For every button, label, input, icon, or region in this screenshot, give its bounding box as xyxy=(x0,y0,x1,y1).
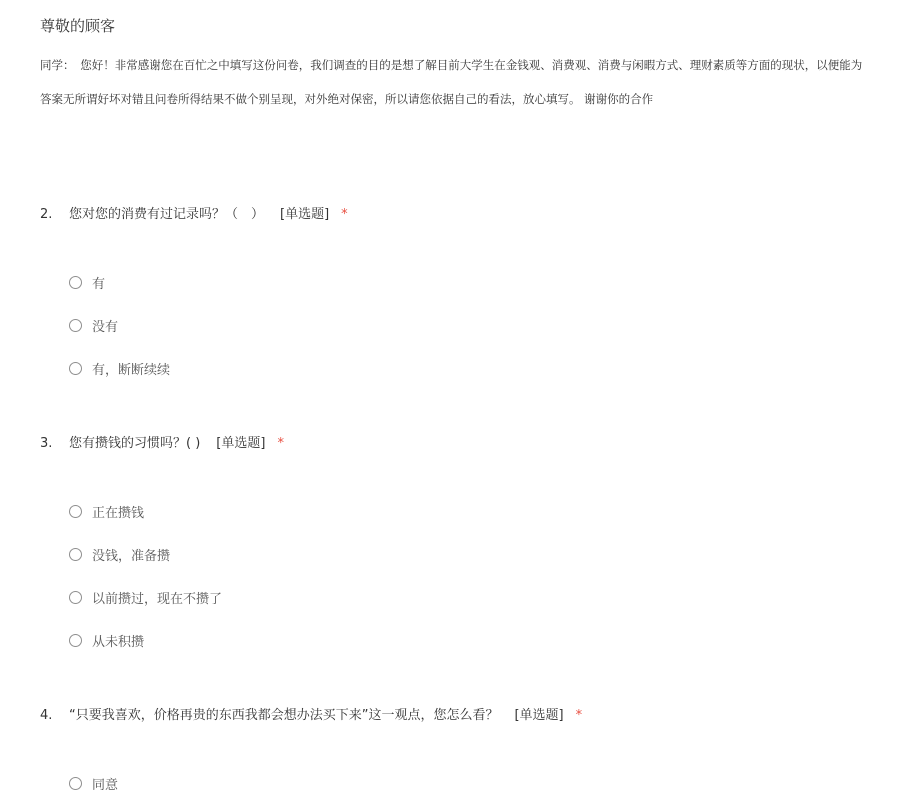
question-2-title xyxy=(40,203,348,222)
question-type-label: [单选题] xyxy=(216,436,266,451)
question-text: 您对您的消费有过记录吗？（ ） xyxy=(69,207,265,222)
greeting-title: 尊敬的顾客 xyxy=(40,17,116,35)
option-label: 没钱，准备攒 xyxy=(92,549,171,564)
option-label: 同意 xyxy=(92,778,119,793)
q3-option-4[interactable] xyxy=(69,631,144,650)
required-asterisk: * xyxy=(341,207,348,222)
q3-option-2[interactable] xyxy=(69,545,170,564)
radio-button[interactable] xyxy=(69,505,82,518)
question-4-title xyxy=(40,704,582,723)
q4-option-1[interactable] xyxy=(69,774,118,793)
radio-button[interactable] xyxy=(69,319,82,332)
option-label: 有，断断续续 xyxy=(92,363,171,378)
question-number: 2. xyxy=(40,207,53,222)
question-text: 您有攒钱的习惯吗？( ) xyxy=(69,436,201,451)
radio-button[interactable] xyxy=(69,634,82,647)
required-asterisk: * xyxy=(575,708,583,723)
option-label: 正在攒钱 xyxy=(92,506,145,521)
question-3-title xyxy=(40,432,284,451)
radio-button[interactable] xyxy=(69,362,82,375)
option-label: 从未积攒 xyxy=(92,635,145,650)
intro-text-line-1: 同学： 您好！非常感谢您在百忙之中填写这份问卷，我们调查的目的是想了解目前大学生在金钱观、消费观、消费与闲暇方式、理财素质等方面的现状，以便能为 xyxy=(40,58,863,72)
question-number: 3. xyxy=(40,436,53,451)
radio-button[interactable] xyxy=(69,777,82,790)
q2-option-3[interactable] xyxy=(69,359,170,378)
radio-button[interactable] xyxy=(69,276,82,289)
option-label: 没有 xyxy=(92,320,119,335)
q2-option-1[interactable] xyxy=(69,273,105,292)
question-type-label: [单选题] xyxy=(514,708,564,723)
q3-option-3[interactable] xyxy=(69,588,222,607)
required-asterisk: * xyxy=(277,436,284,451)
question-type-label: [单选题] xyxy=(280,207,330,222)
option-label: 以前攒过，现在不攒了 xyxy=(92,592,223,607)
intro-text-line-2: 答案无所谓好坏对错且问卷所得结果不做个别呈现，对外绝对保密，所以请您依据自己的看法，放心填写。 谢谢你的合作 xyxy=(40,92,654,106)
option-label: 有 xyxy=(92,277,106,292)
question-text: “只要我喜欢，价格再贵的东西我都会想办法买下来”这一观点，您怎么看？ xyxy=(69,708,499,723)
question-number: 4. xyxy=(40,708,53,723)
q3-option-1[interactable] xyxy=(69,502,144,521)
radio-button[interactable] xyxy=(69,591,82,604)
q2-option-2[interactable] xyxy=(69,316,118,335)
radio-button[interactable] xyxy=(69,548,82,561)
